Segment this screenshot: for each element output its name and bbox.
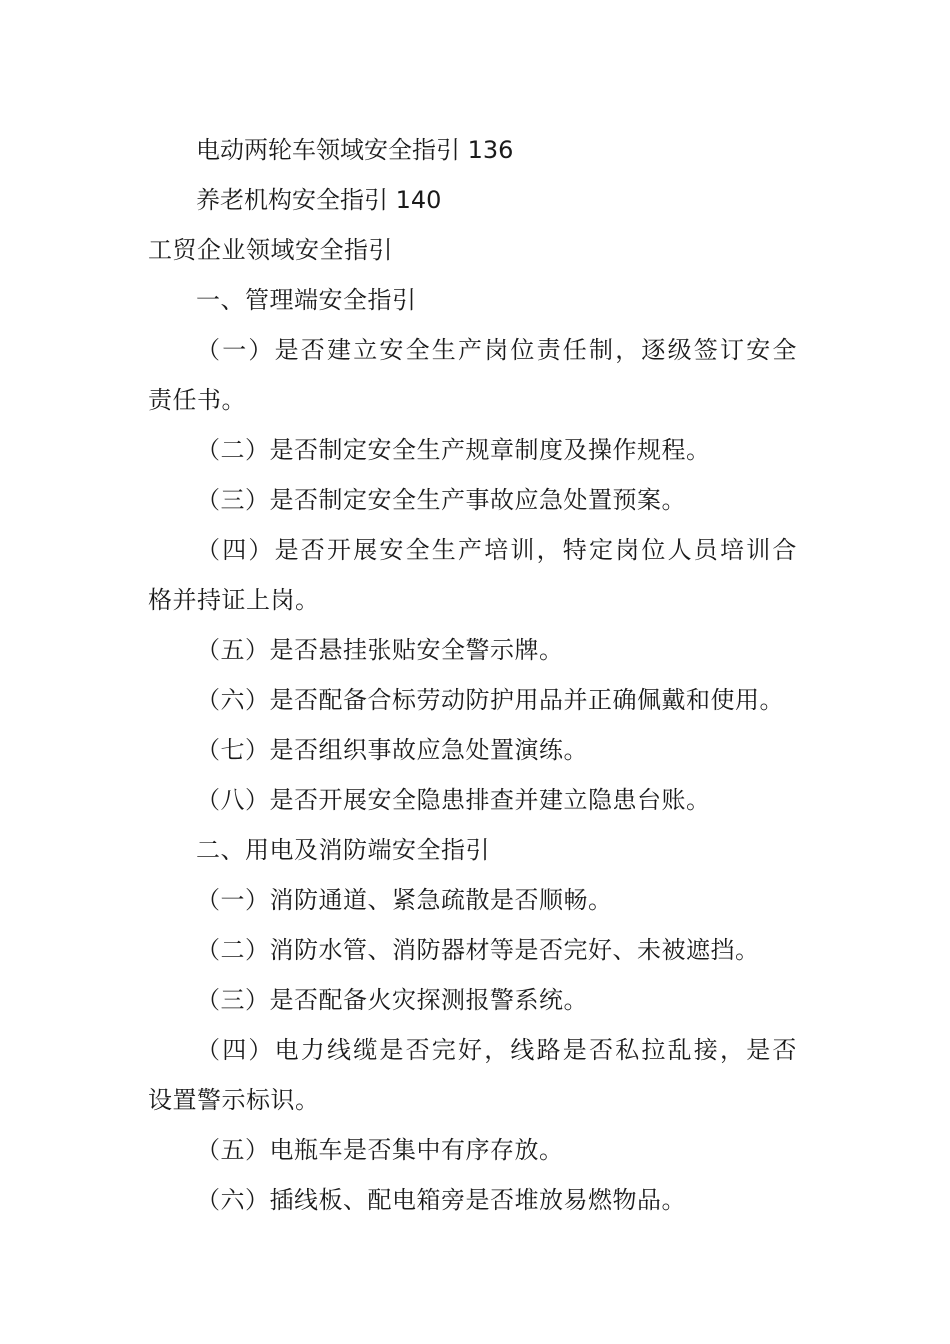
section-1-item-3: （三）是否制定安全生产事故应急处置预案。 — [196, 486, 686, 514]
toc-entry-elderly-care[interactable]: 养老机构安全指引 140 — [196, 186, 442, 214]
toc-entry-electric-two-wheeler[interactable]: 电动两轮车领域安全指引 136 — [196, 136, 514, 164]
section-1-item-4-continuation: 格并持证上岗。 — [148, 586, 320, 614]
section-2-item-2: （二）消防水管、消防器材等是否完好、未被遮挡。 — [196, 936, 760, 964]
section-1-heading: 一、管理端安全指引 — [196, 286, 417, 314]
section-1-item-1: （一）是否建立安全生产岗位责任制，逐级签订安全 — [196, 336, 799, 364]
section-1-item-5: （五）是否悬挂张贴安全警示牌。 — [196, 636, 564, 664]
section-1-item-4: （四）是否开展安全生产培训，特定岗位人员培训合 — [196, 536, 799, 564]
section-1-item-1-continuation: 责任书。 — [148, 386, 246, 414]
section-2-heading: 二、用电及消防端安全指引 — [196, 836, 490, 864]
section-1-item-2: （二）是否制定安全生产规章制度及操作规程。 — [196, 436, 711, 464]
section-1-item-6: （六）是否配备合标劳动防护用品并正确佩戴和使用。 — [196, 686, 784, 714]
section-1-item-7: （七）是否组织事故应急处置演练。 — [196, 736, 588, 764]
section-2-item-1: （一）消防通道、紧急疏散是否顺畅。 — [196, 886, 613, 914]
section-2-item-6: （六）插线板、配电箱旁是否堆放易燃物品。 — [196, 1186, 686, 1214]
section-1-item-8: （八）是否开展安全隐患排查并建立隐患台账。 — [196, 786, 711, 814]
section-2-item-4-continuation: 设置警示标识。 — [148, 1086, 320, 1114]
section-2-item-3: （三）是否配备火灾探测报警系统。 — [196, 986, 588, 1014]
section-2-item-5: （五）电瓶车是否集中有序存放。 — [196, 1136, 564, 1164]
section-2-item-4: （四）电力线缆是否完好，线路是否私拉乱接，是否 — [196, 1036, 799, 1064]
document-title: 工贸企业领域安全指引 — [148, 236, 393, 264]
